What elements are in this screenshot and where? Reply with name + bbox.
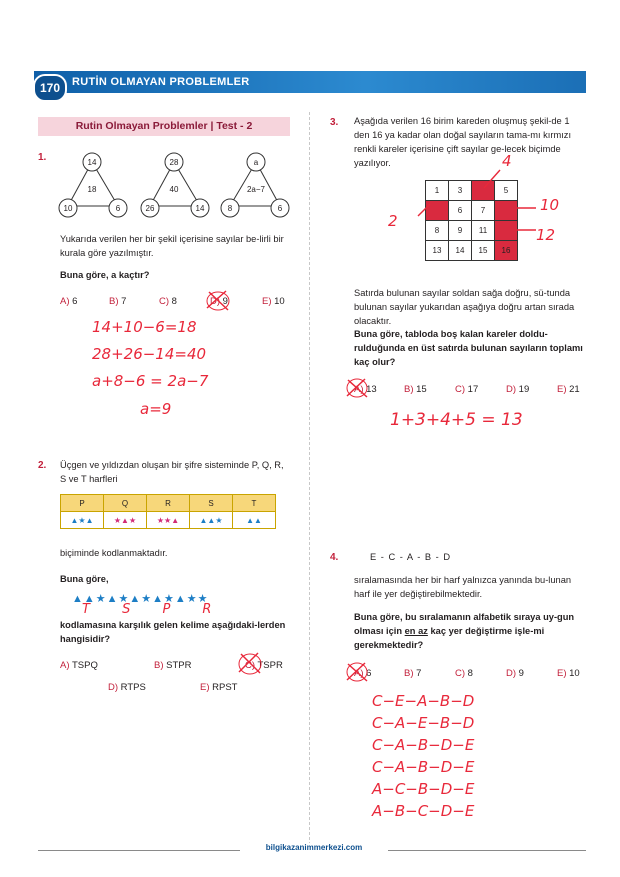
q3-option-a[interactable]: A) 13 <box>354 384 377 395</box>
q2-code-table <box>60 494 276 529</box>
cell-2-1: 9 <box>449 221 472 241</box>
q4-option-c[interactable]: C) 8 <box>455 668 473 679</box>
q1-hand-line-3: a+8−6 = 2a−7 <box>92 372 209 390</box>
cell-3-2: 15 <box>472 241 495 261</box>
q4-hand-line-5: A−C−B−D−E <box>372 780 475 798</box>
q3-text2: Satırda bulunan sayılar soldan sağa doğru, sü-tunda bulunan sayılar yukarıdan aşağıya doğru artan sırada olacaktır. <box>354 288 575 326</box>
code-r: ★★▲ <box>147 512 190 529</box>
q1-text: Yukarıda verilen her bir şekil içerisine sayılar be-lirli bir kurala göre yazılmıştır. <box>60 234 284 258</box>
letter-s: S <box>190 495 233 512</box>
q3-answer-mark <box>344 376 370 400</box>
q3-option-e[interactable]: E) 21 <box>557 384 580 395</box>
q4-hand-line-3: C−A−B−D−E <box>372 736 475 754</box>
t1-left: 10 <box>63 204 73 213</box>
footer-url[interactable]: bilgikazanimmerkezi.com <box>240 843 388 852</box>
letter-t: T <box>233 495 276 512</box>
q1-answer-mark <box>204 288 232 312</box>
q2-question-a: Buna göre, <box>60 574 109 584</box>
test-title: Rutin Olmayan Problemler | Test - 2 <box>38 117 290 136</box>
q4-hand-line-4: C−A−B−D−E <box>372 758 475 776</box>
q4-number: 4. <box>330 552 339 563</box>
q4-text: sıralamasında her bir harf yalnızca yanında bu-lunan harf ile yer değiştirebilmektedir. <box>354 575 572 599</box>
code-t: ▲▲ <box>233 512 276 529</box>
q3-option-d[interactable]: D) 19 <box>506 384 530 395</box>
t2-center: 40 <box>169 185 179 194</box>
t2-top: 28 <box>169 158 179 167</box>
q2-option-a[interactable]: A) TSPQ <box>60 660 98 671</box>
q1-option-b[interactable]: B) 7 <box>109 296 127 307</box>
t3-top: a <box>253 158 259 167</box>
q2-text: Üçgen ve yıldızdan oluşan bir şifre sisteminde P, Q, R, S ve T harfleri <box>60 460 284 484</box>
cell-1-1: 6 <box>449 201 472 221</box>
q3-text: Aşağıda verilen 16 birim kareden oluşmuş şekil-de 1 den 16 ya kadar olan doğal sayıların tama-mı kırmızı renkli kareler içerisine çift sayılar ge-lecek biçimde yazılıyor. <box>354 116 572 168</box>
q4-hand-line-1: C−E−A−B−D <box>372 692 475 710</box>
t1-center: 18 <box>87 185 97 194</box>
t1-right: 6 <box>115 204 121 213</box>
cell-3-1: 14 <box>449 241 472 261</box>
q1-option-e[interactable]: E) 10 <box>262 296 285 307</box>
q3-question: Buna göre, tabloda boş kalan kareler doldu-rulduğunda en üst satırda bulunan sayıların toplamı kaç olur? <box>354 329 583 367</box>
cell-2-2: 11 <box>472 221 495 241</box>
page-number: 170 <box>33 74 67 102</box>
q1-hand-line-1: 14+10−6=18 <box>92 318 197 336</box>
page-title: RUTİN OLMAYAN PROBLEMLER <box>72 76 250 88</box>
q3-arrows <box>398 160 548 244</box>
q1-option-a[interactable]: A) 6 <box>60 296 78 307</box>
q2-option-e[interactable]: E) RPST <box>200 682 238 693</box>
column-divider <box>309 112 310 850</box>
t1-top: 14 <box>87 158 97 167</box>
cell-0-0: 1 <box>426 181 449 201</box>
q4-hand-line-2: C−A−E−B−D <box>372 714 475 732</box>
q2-after-text: biçiminde kodlanmaktadır. <box>60 548 168 558</box>
code-q: ★▲★ <box>104 512 147 529</box>
q3-option-b[interactable]: B) 15 <box>404 384 427 395</box>
cell-0-1: 3 <box>449 181 472 201</box>
code-s: ▲▲★ <box>190 512 233 529</box>
q3-hand-sum: 1+3+4+5 = 13 <box>390 410 523 430</box>
t3-right: 6 <box>277 204 283 213</box>
q4-sequence: E - C - A - B - D <box>370 552 452 562</box>
q2-option-b[interactable]: B) STPR <box>154 660 192 671</box>
q2-option-d[interactable]: D) RTPS <box>108 682 146 693</box>
q1-question: Buna göre, a kaçtır? <box>60 270 150 280</box>
q3-option-c[interactable]: C) 17 <box>455 384 479 395</box>
q1-number: 1. <box>38 152 47 163</box>
q3-number: 3. <box>330 117 339 128</box>
letter-r: R <box>147 495 190 512</box>
q3-hand-4: 4 <box>502 152 512 170</box>
q3-hand-2: 2 <box>388 212 398 230</box>
q1-hand-line-2: 28+26−14=40 <box>92 345 207 363</box>
q4-option-e[interactable]: E) 10 <box>557 668 580 679</box>
q4-option-d[interactable]: D) 9 <box>506 668 524 679</box>
q2-answer-mark <box>236 650 264 676</box>
q2-code-line: ▲▲★▲★▲★▲★▲★★ <box>72 593 209 605</box>
cell-2-0: 8 <box>426 221 449 241</box>
q2-hand-letters: T S P R <box>82 602 226 617</box>
cell-0-3: 5 <box>495 181 518 201</box>
q1-hand-line-4: a=9 <box>140 400 172 418</box>
q4-option-b[interactable]: B) 7 <box>404 668 422 679</box>
q2-question-b: kodlamasına karşılık gelen kelime aşağıdaki-lerden hangisidir? <box>60 620 286 644</box>
letter-q: Q <box>104 495 147 512</box>
q1-triangles <box>56 150 296 220</box>
t3-left: 8 <box>227 204 233 213</box>
cell-3-3: 16 <box>495 241 518 261</box>
q4-hand-line-6: A−B−C−D−E <box>372 802 475 820</box>
q3-hand-10: 10 <box>540 196 560 214</box>
t2-right: 14 <box>195 204 205 213</box>
t2-left: 26 <box>145 204 155 213</box>
q4-option-a[interactable]: A) 6 <box>354 668 372 679</box>
letter-p: P <box>61 495 104 512</box>
q2-option-c[interactable]: C) TSPR <box>245 660 283 671</box>
cell-1-2: 7 <box>472 201 495 221</box>
q4-answer-mark <box>344 660 370 684</box>
q1-option-c[interactable]: C) 8 <box>159 296 177 307</box>
code-p: ▲★▲ <box>61 512 104 529</box>
q3-hand-12: 12 <box>536 226 556 244</box>
t3-center: 2a−7 <box>246 185 266 194</box>
cell-3-0: 13 <box>426 241 449 261</box>
q2-number: 2. <box>38 460 47 471</box>
q1-option-d[interactable]: D) 9 <box>210 296 228 307</box>
q4-question: Buna göre, bu sıralamanın alfabetik sıraya uy-gun olması için en az kaç yer değiştirme işle-mi gerekmektedir? <box>354 612 575 650</box>
